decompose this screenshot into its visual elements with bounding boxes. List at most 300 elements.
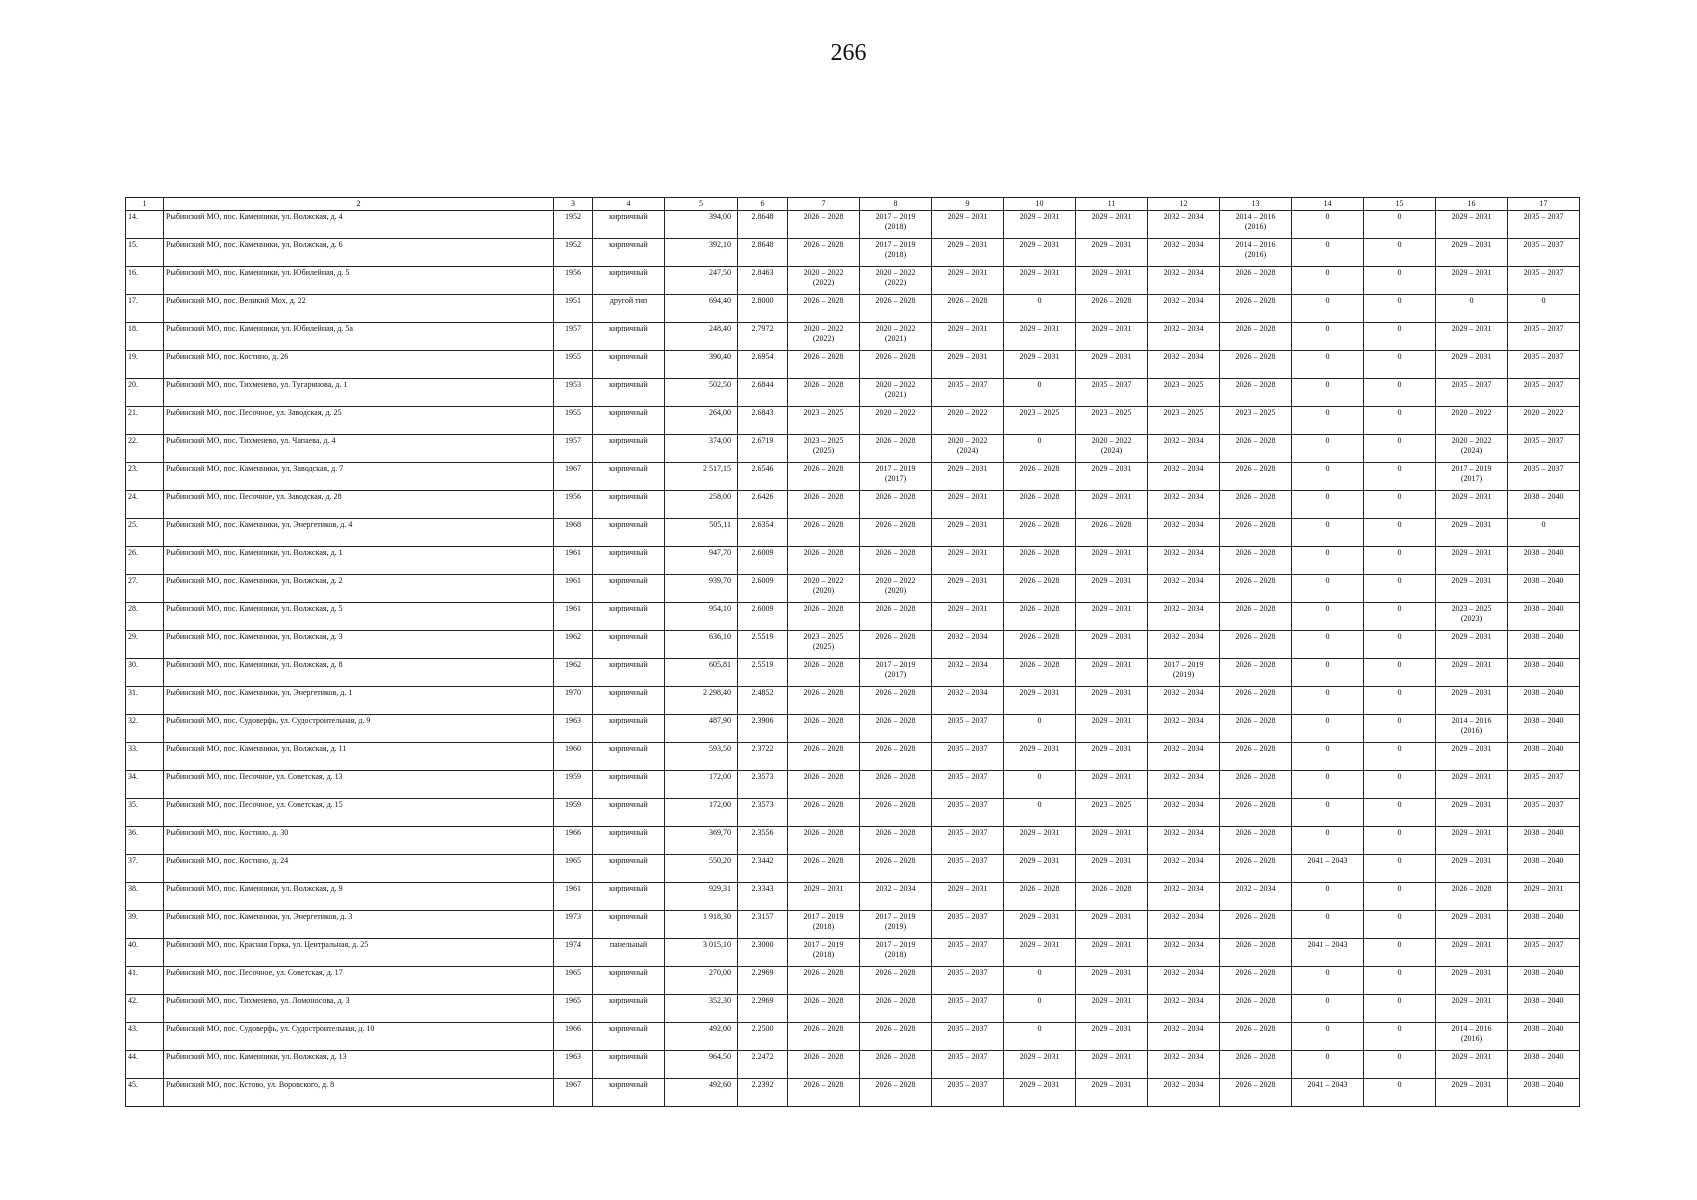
address-cell: Рыбинский МО, пос. Каменники, ул. Волжская, д. 2 (164, 575, 554, 603)
table-cell: 2026 – 2028 (860, 631, 932, 659)
table-cell: кирпичный (593, 771, 665, 799)
table-cell: 2029 – 2031 (932, 491, 1004, 519)
table-cell: кирпичный (593, 519, 665, 547)
area-cell: 352,30 (665, 995, 738, 1023)
table-cell: 2032 – 2034 (1148, 1051, 1220, 1079)
table-cell: 1974 (554, 939, 593, 967)
table-cell: 2029 – 2031 (1076, 939, 1148, 967)
table-cell: 2.6954 (738, 351, 788, 379)
cell-line: (2017) (1460, 474, 1483, 483)
cell-line: 2020 – 2022 (875, 380, 916, 389)
cell-line: (2021) (884, 390, 907, 399)
table-cell: 1965 (554, 855, 593, 883)
table-header-row (126, 198, 1580, 211)
table-cell: 2032 – 2034 (932, 631, 1004, 659)
row-number-cell: 30. (126, 659, 164, 687)
table-cell: 1966 (554, 1023, 593, 1051)
table-cell: 2029 – 2031 (1436, 323, 1508, 351)
table-cell: 2035 – 2037 (932, 827, 1004, 855)
cell-line: 2017 – 2019 (803, 912, 844, 921)
area-cell: 502,50 (665, 379, 738, 407)
table-cell: кирпичный (593, 239, 665, 267)
column-header-16: 16 (1436, 198, 1508, 211)
table-cell: 2026 – 2028 (788, 687, 860, 715)
table-cell: 2026 – 2028 (1076, 883, 1148, 911)
cell-line: 2020 – 2022 (875, 324, 916, 333)
area-cell: 605,81 (665, 659, 738, 687)
table-row (126, 939, 1580, 967)
table-cell: 2023 – 2025 (1148, 407, 1220, 435)
table-cell (860, 267, 932, 295)
table-cell (1076, 435, 1148, 463)
table-cell (1436, 463, 1508, 491)
area-cell: 954,10 (665, 603, 738, 631)
address-cell: Рыбинский МО, пос. Судоверфь, ул. Судостроительная, д. 9 (164, 715, 554, 743)
table-cell: 2038 – 2040 (1508, 659, 1580, 687)
address-cell: Рыбинский МО, пос. Каменники, ул. Волжская, д. 8 (164, 659, 554, 687)
table-cell: 2038 – 2040 (1508, 715, 1580, 743)
table-cell: 2029 – 2031 (1436, 267, 1508, 295)
table-cell: 2029 – 2031 (1076, 351, 1148, 379)
cell-line: 2020 – 2022 (803, 268, 844, 277)
table-cell: 2.7972 (738, 323, 788, 351)
table-cell: 0 (1508, 295, 1580, 323)
area-cell: 247,50 (665, 267, 738, 295)
table-container (125, 197, 1580, 1107)
table-cell: 2029 – 2031 (1076, 1079, 1148, 1107)
table-row (126, 799, 1580, 827)
table-cell: 2029 – 2031 (1436, 939, 1508, 967)
table-cell: 0 (1292, 407, 1364, 435)
table-cell (1436, 1023, 1508, 1051)
table-cell (788, 323, 860, 351)
table-cell: 2026 – 2028 (860, 351, 932, 379)
table-cell: 0 (1364, 379, 1436, 407)
table-cell: 2032 – 2034 (860, 883, 932, 911)
table-cell: 2.6719 (738, 435, 788, 463)
table-cell: 0 (1292, 771, 1364, 799)
table-cell: 2038 – 2040 (1508, 967, 1580, 995)
cell-line: (2018) (884, 250, 907, 259)
table-cell: 0 (1364, 491, 1436, 519)
column-header-5: 5 (665, 198, 738, 211)
table-row (126, 855, 1580, 883)
table-row (126, 379, 1580, 407)
cell-line: (2020) (884, 586, 907, 595)
table-cell (788, 939, 860, 967)
table-cell: 2026 – 2028 (1220, 435, 1292, 463)
cell-line: (2018) (884, 950, 907, 959)
table-cell: 0 (1364, 855, 1436, 883)
table-cell: 0 (1364, 239, 1436, 267)
area-cell: 694,40 (665, 295, 738, 323)
address-cell: Рыбинский МО, пос. Каменники, ул. Заводская, д. 7 (164, 463, 554, 491)
table-cell: 2026 – 2028 (1220, 967, 1292, 995)
table-cell: 0 (1364, 547, 1436, 575)
table-cell: 2029 – 2031 (1076, 743, 1148, 771)
table-cell: 2035 – 2037 (1508, 351, 1580, 379)
table-cell: 2029 – 2031 (1076, 323, 1148, 351)
table-cell: 0 (1004, 995, 1076, 1023)
address-cell: Рыбинский МО, пос. Кстово, ул. Воровского, д. 8 (164, 1079, 554, 1107)
table-cell: 2.6844 (738, 379, 788, 407)
table-cell: 2038 – 2040 (1508, 743, 1580, 771)
table-cell: 2029 – 2031 (1436, 547, 1508, 575)
table-row (126, 687, 1580, 715)
table-cell (932, 435, 1004, 463)
area-cell: 3 015,10 (665, 939, 738, 967)
table-cell: 2026 – 2028 (1004, 603, 1076, 631)
table-cell (860, 211, 932, 239)
table-row (126, 771, 1580, 799)
cell-line: 2014 – 2016 (1235, 240, 1276, 249)
table-cell: 2026 – 2028 (1004, 659, 1076, 687)
table-cell: кирпичный (593, 995, 665, 1023)
table-cell: кирпичный (593, 743, 665, 771)
table-cell: 1960 (554, 743, 593, 771)
row-number-cell: 21. (126, 407, 164, 435)
table-cell: 2029 – 2031 (1076, 911, 1148, 939)
table-cell: 2026 – 2028 (788, 967, 860, 995)
table-cell: 2038 – 2040 (1508, 547, 1580, 575)
table-cell: кирпичный (593, 687, 665, 715)
table-cell: 2.3442 (738, 855, 788, 883)
column-header-8: 8 (860, 198, 932, 211)
table-cell: 2029 – 2031 (1436, 743, 1508, 771)
table-cell: панельный (593, 939, 665, 967)
row-number-cell: 24. (126, 491, 164, 519)
table-cell: 2026 – 2028 (1076, 519, 1148, 547)
table-cell: 2026 – 2028 (860, 687, 932, 715)
table-cell: 0 (1292, 883, 1364, 911)
housing-table (125, 197, 1580, 1107)
table-cell: кирпичный (593, 659, 665, 687)
table-cell: 2038 – 2040 (1508, 687, 1580, 715)
column-header-6: 6 (738, 198, 788, 211)
column-header-10: 10 (1004, 198, 1076, 211)
cell-line: (2023) (1460, 614, 1483, 623)
table-cell: 0 (1004, 435, 1076, 463)
table-cell: 2038 – 2040 (1508, 995, 1580, 1023)
table-row (126, 519, 1580, 547)
cell-line: 2020 – 2022 (947, 436, 988, 445)
table-cell: 2038 – 2040 (1508, 1023, 1580, 1051)
table-body (126, 211, 1580, 1107)
table-cell: 2029 – 2031 (1004, 743, 1076, 771)
table-cell: 2035 – 2037 (1508, 323, 1580, 351)
table-row (126, 463, 1580, 491)
area-cell: 487,90 (665, 715, 738, 743)
table-cell: 2023 – 2025 (1004, 407, 1076, 435)
table-cell: 2.2472 (738, 1051, 788, 1079)
table-cell: 0 (1364, 799, 1436, 827)
table-cell: 2026 – 2028 (1220, 743, 1292, 771)
table-cell: 2029 – 2031 (1076, 771, 1148, 799)
cell-line: 2017 – 2019 (803, 940, 844, 949)
table-cell: 2032 – 2034 (1148, 295, 1220, 323)
table-cell: кирпичный (593, 323, 665, 351)
table-row (126, 1079, 1580, 1107)
table-cell: 2026 – 2028 (1220, 463, 1292, 491)
row-number-cell: 38. (126, 883, 164, 911)
cell-line: 2020 – 2022 (803, 324, 844, 333)
table-cell: 2038 – 2040 (1508, 1051, 1580, 1079)
table-cell: 2026 – 2028 (860, 1051, 932, 1079)
table-cell: 0 (1292, 491, 1364, 519)
area-cell: 947,70 (665, 547, 738, 575)
table-cell: 2.2969 (738, 995, 788, 1023)
table-cell: кирпичный (593, 435, 665, 463)
table-cell: 2041 – 2043 (1292, 1079, 1364, 1107)
cell-line: (2024) (956, 446, 979, 455)
cell-line: (2016) (1460, 1034, 1483, 1043)
table-cell: 2026 – 2028 (788, 771, 860, 799)
table-cell: 2029 – 2031 (1436, 967, 1508, 995)
table-cell: 2.3343 (738, 883, 788, 911)
cell-line: (2018) (884, 222, 907, 231)
table-cell: 2.8000 (738, 295, 788, 323)
table-cell: 2.3556 (738, 827, 788, 855)
table-cell: 2029 – 2031 (1436, 211, 1508, 239)
table-cell: 0 (1364, 463, 1436, 491)
table-cell: 2032 – 2034 (1148, 855, 1220, 883)
table-cell: 2029 – 2031 (1076, 855, 1148, 883)
table-cell: 2.4852 (738, 687, 788, 715)
table-cell: 2026 – 2028 (788, 659, 860, 687)
cell-line: 2014 – 2016 (1451, 716, 1492, 725)
table-cell: кирпичный (593, 967, 665, 995)
table-cell: 0 (1292, 827, 1364, 855)
address-cell: Рыбинский МО, пос. Костино, д. 24 (164, 855, 554, 883)
table-cell: 1953 (554, 379, 593, 407)
table-cell: 2029 – 2031 (1436, 771, 1508, 799)
table-cell (788, 911, 860, 939)
table-row (126, 295, 1580, 323)
table-cell: 2026 – 2028 (1436, 883, 1508, 911)
table-cell: 2026 – 2028 (1220, 323, 1292, 351)
area-cell: 2 298,40 (665, 687, 738, 715)
column-header-1: 1 (126, 198, 164, 211)
table-row (126, 603, 1580, 631)
table-cell: 2035 – 2037 (1508, 435, 1580, 463)
row-number-cell: 14. (126, 211, 164, 239)
cell-line: 2017 – 2019 (875, 912, 916, 921)
cell-line: (2022) (812, 334, 835, 343)
table-cell: кирпичный (593, 463, 665, 491)
table-cell: 2026 – 2028 (860, 295, 932, 323)
cell-line: 2017 – 2019 (875, 940, 916, 949)
table-cell: 0 (1364, 351, 1436, 379)
table-cell: 2035 – 2037 (1508, 771, 1580, 799)
table-cell: 2035 – 2037 (1508, 939, 1580, 967)
table-cell: 1951 (554, 295, 593, 323)
table-cell: 2026 – 2028 (860, 435, 932, 463)
address-cell: Рыбинский МО, пос. Песочное, ул. Заводская, д. 28 (164, 491, 554, 519)
table-cell: 2029 – 2031 (932, 519, 1004, 547)
table-cell: 2.3000 (738, 939, 788, 967)
table-row (126, 995, 1580, 1023)
table-cell: 2032 – 2034 (932, 687, 1004, 715)
column-header-11: 11 (1076, 198, 1148, 211)
table-cell: 2029 – 2031 (932, 323, 1004, 351)
table-cell: 0 (1004, 799, 1076, 827)
table-row (126, 351, 1580, 379)
table-cell: 2035 – 2037 (932, 379, 1004, 407)
table-cell: 0 (1364, 631, 1436, 659)
table-cell: 2029 – 2031 (1004, 827, 1076, 855)
table-cell: 0 (1292, 799, 1364, 827)
table-cell: 2035 – 2037 (932, 1051, 1004, 1079)
table-cell: 2026 – 2028 (1004, 883, 1076, 911)
address-cell: Рыбинский МО, пос. Каменники, ул. Юбилейная, д. 5 (164, 267, 554, 295)
table-cell: 2035 – 2037 (932, 939, 1004, 967)
cell-line: (2022) (812, 278, 835, 287)
table-cell: 2026 – 2028 (860, 799, 932, 827)
table-cell: 2026 – 2028 (1220, 799, 1292, 827)
table-cell: 2026 – 2028 (1220, 659, 1292, 687)
area-cell: 550,20 (665, 855, 738, 883)
table-cell: 1957 (554, 323, 593, 351)
cell-line: 2014 – 2016 (1451, 1024, 1492, 1033)
cell-line: (2019) (1172, 670, 1195, 679)
table-cell: 2026 – 2028 (788, 1023, 860, 1051)
table-cell: 2035 – 2037 (1508, 211, 1580, 239)
table-cell: 2029 – 2031 (1004, 1079, 1076, 1107)
table-cell: 2026 – 2028 (860, 603, 932, 631)
table-cell (1148, 659, 1220, 687)
table-cell: 2035 – 2037 (1436, 379, 1508, 407)
table-cell: 2020 – 2022 (1508, 407, 1580, 435)
area-cell: 270,00 (665, 967, 738, 995)
table-cell: кирпичный (593, 1051, 665, 1079)
table-cell: 2029 – 2031 (1076, 267, 1148, 295)
address-cell: Рыбинский МО, пос. Тихменево, ул. Чапаева, д. 4 (164, 435, 554, 463)
table-cell: 2026 – 2028 (788, 491, 860, 519)
area-cell: 492,00 (665, 1023, 738, 1051)
table-cell: 2026 – 2028 (1220, 575, 1292, 603)
table-cell: 2032 – 2034 (1148, 211, 1220, 239)
table-cell: 0 (1292, 715, 1364, 743)
address-cell: Рыбинский МО, пос. Тихменево, ул. Ломоносова, д. 3 (164, 995, 554, 1023)
table-cell: 2029 – 2031 (1076, 715, 1148, 743)
table-cell: 0 (1004, 295, 1076, 323)
row-number-cell: 27. (126, 575, 164, 603)
table-cell: 2035 – 2037 (1508, 379, 1580, 407)
table-cell: 1961 (554, 603, 593, 631)
table-cell: 2035 – 2037 (932, 911, 1004, 939)
row-number-cell: 32. (126, 715, 164, 743)
table-cell: 0 (1292, 911, 1364, 939)
table-cell: 2035 – 2037 (932, 995, 1004, 1023)
table-cell: 2032 – 2034 (1148, 435, 1220, 463)
row-number-cell: 20. (126, 379, 164, 407)
table-cell: 2029 – 2031 (1436, 827, 1508, 855)
table-cell: 2026 – 2028 (1004, 463, 1076, 491)
table-cell: 2029 – 2031 (1004, 323, 1076, 351)
table-cell (788, 267, 860, 295)
table-cell: 2038 – 2040 (1508, 575, 1580, 603)
table-cell: 2026 – 2028 (1220, 603, 1292, 631)
column-header-9: 9 (932, 198, 1004, 211)
cell-line: 2023 – 2025 (803, 436, 844, 445)
table-cell: 2041 – 2043 (1292, 855, 1364, 883)
table-cell: 0 (1364, 659, 1436, 687)
table-cell: 2029 – 2031 (1436, 491, 1508, 519)
table-row (126, 659, 1580, 687)
table-cell: 2026 – 2028 (1220, 1051, 1292, 1079)
table-cell: 2.3157 (738, 911, 788, 939)
table-cell: кирпичный (593, 211, 665, 239)
table-cell: 2.2500 (738, 1023, 788, 1051)
table-cell: 1962 (554, 631, 593, 659)
table-cell: 2026 – 2028 (788, 211, 860, 239)
address-cell: Рыбинский МО, пос. Каменники, ул. Волжская, д. 6 (164, 239, 554, 267)
table-cell: 0 (1292, 687, 1364, 715)
table-cell: 2029 – 2031 (1004, 911, 1076, 939)
area-cell: 172,00 (665, 771, 738, 799)
table-cell: 2.5519 (738, 659, 788, 687)
table-cell: 2026 – 2028 (788, 547, 860, 575)
table-cell: 2026 – 2028 (860, 715, 932, 743)
table-cell: 0 (1004, 715, 1076, 743)
column-header-13: 13 (1220, 198, 1292, 211)
table-cell: 2032 – 2034 (1148, 771, 1220, 799)
table-cell: 2026 – 2028 (1004, 631, 1076, 659)
table-cell: 2026 – 2028 (1220, 939, 1292, 967)
table-cell: 2029 – 2031 (932, 575, 1004, 603)
row-number-cell: 15. (126, 239, 164, 267)
table-cell: 2032 – 2034 (1148, 547, 1220, 575)
table-cell: 2026 – 2028 (788, 603, 860, 631)
table-cell (1436, 715, 1508, 743)
table-cell: 2032 – 2034 (1148, 239, 1220, 267)
table-cell: 2041 – 2043 (1292, 939, 1364, 967)
table-cell: 2038 – 2040 (1508, 911, 1580, 939)
table-cell: 1965 (554, 995, 593, 1023)
table-cell: 2029 – 2031 (932, 239, 1004, 267)
table-cell: 2029 – 2031 (1076, 687, 1148, 715)
table-cell: 0 (1508, 519, 1580, 547)
table-cell: 0 (1292, 575, 1364, 603)
table-cell: 2029 – 2031 (932, 211, 1004, 239)
table-cell: 2029 – 2031 (1004, 855, 1076, 883)
table-cell: 0 (1292, 659, 1364, 687)
table-cell: кирпичный (593, 351, 665, 379)
table-cell: 2029 – 2031 (1436, 687, 1508, 715)
table-cell: 2026 – 2028 (1220, 827, 1292, 855)
table-cell: 2026 – 2028 (788, 715, 860, 743)
table-cell: 1956 (554, 491, 593, 519)
table-cell: 2038 – 2040 (1508, 603, 1580, 631)
table-cell: 1959 (554, 771, 593, 799)
area-cell: 593,50 (665, 743, 738, 771)
table-row (126, 323, 1580, 351)
table-cell: 2029 – 2031 (1004, 1051, 1076, 1079)
table-cell: 2038 – 2040 (1508, 631, 1580, 659)
column-header-15: 15 (1364, 198, 1436, 211)
row-number-cell: 40. (126, 939, 164, 967)
table-row (126, 575, 1580, 603)
table-cell: 2.3573 (738, 771, 788, 799)
address-cell: Рыбинский МО, пос. Песочное, ул. Заводская, д. 25 (164, 407, 554, 435)
column-header-7: 7 (788, 198, 860, 211)
table-cell (1220, 239, 1292, 267)
table-cell: кирпичный (593, 827, 665, 855)
table-cell: 1956 (554, 267, 593, 295)
table-cell: 0 (1364, 687, 1436, 715)
table-cell: 2026 – 2028 (1004, 547, 1076, 575)
address-cell: Рыбинский МО, пос. Каменники, ул. Энергетиков, д. 3 (164, 911, 554, 939)
